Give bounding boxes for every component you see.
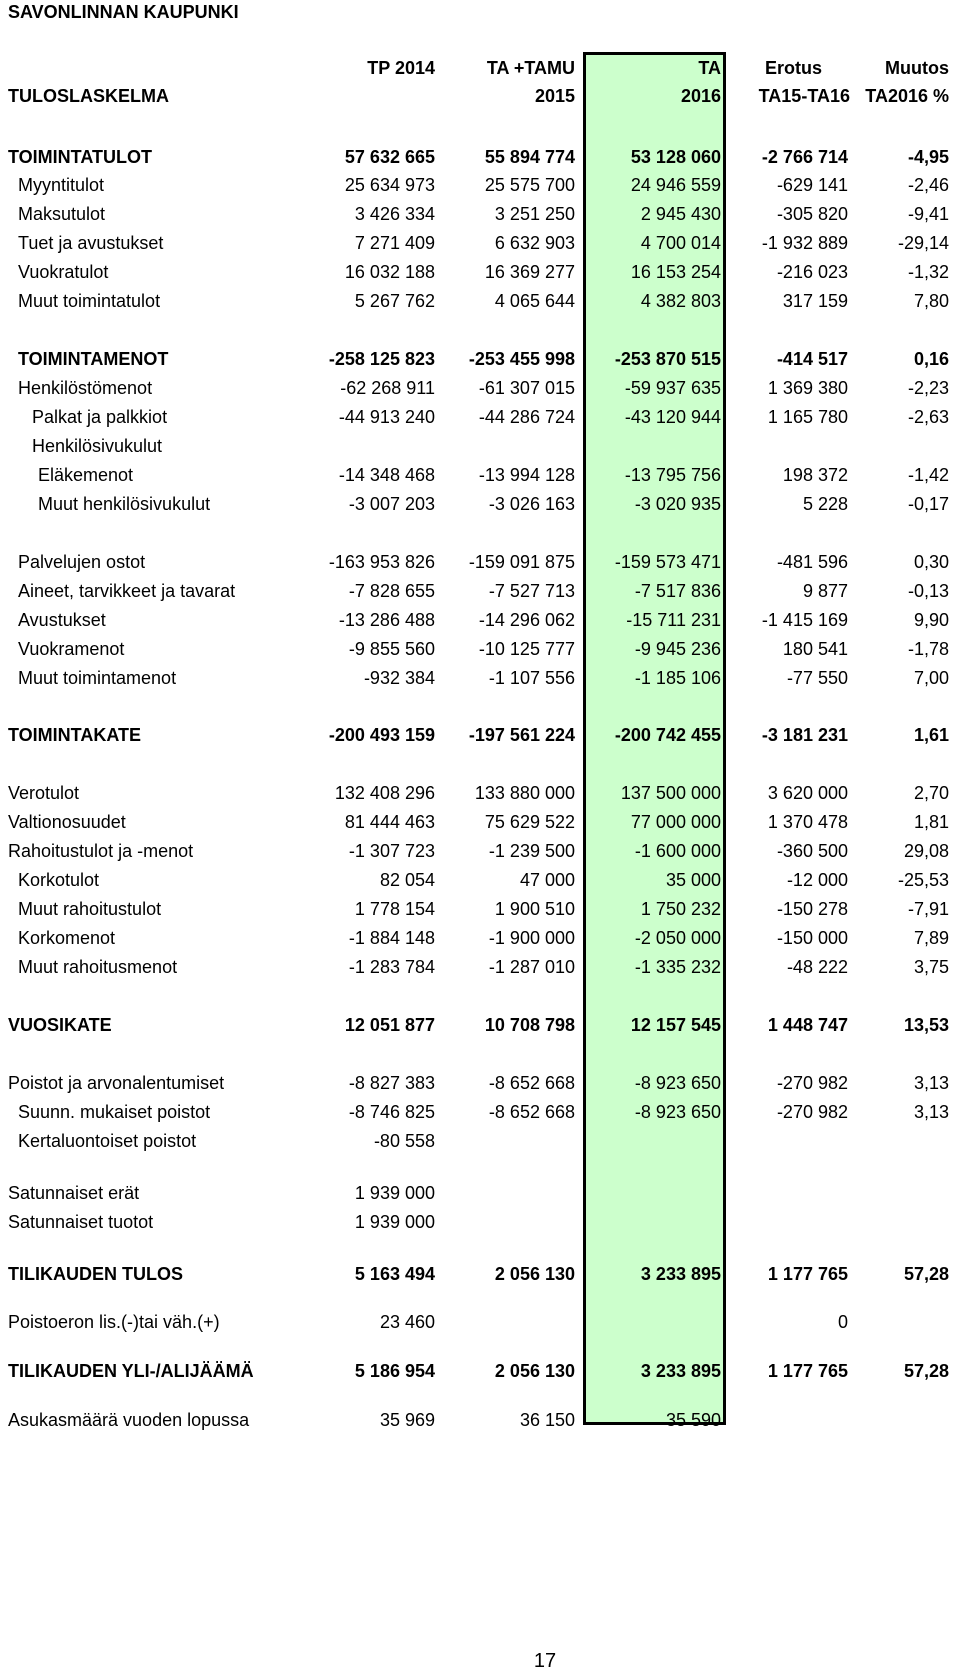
cell-ta-tamu-2015: 36 150 — [519, 1410, 575, 1430]
table-row — [0, 1013, 960, 1037]
table-row — [0, 1310, 960, 1334]
cell-ta-tamu-2015: -13 994 128 — [478, 465, 575, 485]
cell-muutos: -7,91 — [907, 899, 949, 919]
cell-tp2014: 7 271 409 — [354, 233, 435, 253]
cell-ta-2016: 4 700 014 — [640, 233, 721, 253]
row-label: Henkilösivukulut — [32, 436, 163, 456]
cell-ta-2016: -1 600 000 — [634, 841, 721, 861]
cell-ta-tamu-2015: -1 900 000 — [488, 928, 575, 948]
cell-muutos: -0,17 — [907, 494, 949, 514]
table-row — [0, 897, 960, 921]
row-label: Maksutulot — [18, 204, 106, 224]
cell-ta-tamu-2015: 25 575 700 — [484, 175, 575, 195]
cell-erotus: -48 222 — [786, 957, 848, 977]
cell-ta-2016: -8 923 650 — [634, 1073, 721, 1093]
cell-ta-2016: -59 937 635 — [624, 378, 721, 398]
cell-erotus: -2 766 714 — [761, 147, 848, 167]
cell-erotus: -305 820 — [776, 204, 848, 224]
row-label: TOIMINTAMENOT — [18, 349, 169, 369]
cell-tp2014: 3 426 334 — [354, 204, 435, 224]
row-label: Myyntitulot — [18, 175, 105, 195]
cell-muutos: 7,00 — [913, 668, 949, 688]
row-label: Korkotulot — [18, 870, 100, 890]
cell-erotus: 1 369 380 — [767, 378, 848, 398]
cell-ta-tamu-2015: 16 369 277 — [484, 262, 575, 282]
cell-ta-tamu-2015: -7 527 713 — [488, 581, 575, 601]
cell-ta-tamu-2015: 47 000 — [519, 870, 575, 890]
table-row — [0, 1181, 960, 1205]
cell-tp2014: -932 384 — [363, 668, 435, 688]
row-label: Valtionosuudet — [8, 812, 126, 832]
cell-tp2014: 35 969 — [379, 1410, 435, 1430]
cell-tp2014: 82 054 — [379, 870, 435, 890]
cell-muutos: 57,28 — [903, 1264, 949, 1284]
cell-muutos: -1,32 — [907, 262, 949, 282]
row-label: Muut henkilösivukulut — [38, 494, 211, 514]
table-row — [0, 579, 960, 603]
table-row — [0, 926, 960, 950]
row-label: Satunnaiset erät — [8, 1183, 140, 1203]
cell-erotus: -414 517 — [776, 349, 848, 369]
table-row — [0, 202, 960, 226]
cell-ta-2016: 16 153 254 — [630, 262, 721, 282]
row-label: Korkomenot — [18, 928, 116, 948]
cell-erotus: -12 000 — [786, 870, 848, 890]
cell-tp2014: -14 348 468 — [338, 465, 435, 485]
row-label: Muut toimintatulot — [18, 291, 161, 311]
cell-muutos: 7,80 — [913, 291, 949, 311]
cell-ta-2016: -1 335 232 — [634, 957, 721, 977]
cell-tp2014: -200 493 159 — [328, 725, 435, 745]
table-row — [0, 839, 960, 863]
cell-erotus: 1 177 765 — [767, 1361, 848, 1381]
cell-muutos: 7,89 — [913, 928, 949, 948]
table-row — [0, 260, 960, 284]
header-tp2014: TP 2014 — [367, 58, 435, 78]
header-ta-tamu-top: TA +TAMU — [486, 58, 575, 78]
cell-ta-2016: -7 517 836 — [634, 581, 721, 601]
table-row — [0, 173, 960, 197]
cell-muutos: -2,23 — [907, 378, 949, 398]
table-row — [0, 1359, 960, 1383]
cell-erotus: -3 181 231 — [761, 725, 848, 745]
cell-muutos: 13,53 — [903, 1015, 949, 1035]
organization-title: SAVONLINNAN KAUPUNKI — [8, 2, 239, 22]
cell-tp2014: -13 286 488 — [338, 610, 435, 630]
cell-erotus: 1 177 765 — [767, 1264, 848, 1284]
table-row — [0, 955, 960, 979]
table-row — [0, 666, 960, 690]
cell-tp2014: 81 444 463 — [344, 812, 435, 832]
table-row — [0, 1100, 960, 1124]
cell-muutos: -9,41 — [907, 204, 949, 224]
cell-ta-2016: 53 128 060 — [630, 147, 721, 167]
cell-ta-tamu-2015: 2 056 130 — [494, 1264, 575, 1284]
cell-ta-2016: 3 233 895 — [640, 1361, 721, 1381]
cell-erotus: 317 159 — [782, 291, 848, 311]
cell-ta-2016: -3 020 935 — [634, 494, 721, 514]
cell-ta-tamu-2015: 1 900 510 — [494, 899, 575, 919]
row-label: TOIMINTATULOT — [8, 147, 152, 167]
cell-tp2014: -9 855 560 — [348, 639, 435, 659]
cell-ta-tamu-2015: -8 652 668 — [488, 1073, 575, 1093]
row-label: Aineet, tarvikkeet ja tavarat — [18, 581, 236, 601]
header-ta2016-bottom: 2016 — [680, 86, 721, 106]
cell-tp2014: -8 827 383 — [348, 1073, 435, 1093]
cell-ta-2016: 2 945 430 — [640, 204, 721, 224]
table-row — [0, 1071, 960, 1095]
cell-ta-2016: -9 945 236 — [634, 639, 721, 659]
cell-ta-tamu-2015: 6 632 903 — [494, 233, 575, 253]
cell-tp2014: 5 267 762 — [354, 291, 435, 311]
row-label: Asukasmäärä vuoden lopussa — [8, 1410, 250, 1430]
cell-tp2014: 5 186 954 — [354, 1361, 435, 1381]
cell-muutos: 3,13 — [913, 1073, 949, 1093]
header-muutos-top: Muutos — [885, 58, 949, 78]
cell-muutos: 29,08 — [903, 841, 949, 861]
cell-ta-2016: -2 050 000 — [634, 928, 721, 948]
table-row — [0, 1262, 960, 1286]
cell-muutos: 1,81 — [913, 812, 949, 832]
cell-muutos: 1,61 — [913, 725, 949, 745]
cell-tp2014: -1 884 148 — [348, 928, 435, 948]
cell-ta-2016: 77 000 000 — [630, 812, 721, 832]
cell-muutos: 2,70 — [913, 783, 949, 803]
cell-erotus: 1 370 478 — [767, 812, 848, 832]
cell-ta-2016: 12 157 545 — [630, 1015, 721, 1035]
cell-ta-tamu-2015: -1 287 010 — [488, 957, 575, 977]
cell-ta-tamu-2015: 55 894 774 — [484, 147, 575, 167]
row-label: Muut toimintamenot — [18, 668, 177, 688]
table-row — [0, 723, 960, 747]
cell-muutos: 57,28 — [903, 1361, 949, 1381]
row-label: Muut rahoitusmenot — [18, 957, 178, 977]
cell-ta-tamu-2015: -10 125 777 — [478, 639, 575, 659]
cell-tp2014: -1 283 784 — [348, 957, 435, 977]
table-row — [0, 637, 960, 661]
row-label: Vuokratulot — [18, 262, 109, 282]
cell-ta-tamu-2015: 3 251 250 — [494, 204, 575, 224]
row-label: TILIKAUDEN TULOS — [8, 1264, 183, 1284]
cell-ta-tamu-2015: 2 056 130 — [494, 1361, 575, 1381]
cell-erotus: 1 448 747 — [767, 1015, 848, 1035]
cell-muutos: -2,63 — [907, 407, 949, 427]
table-row — [0, 405, 960, 429]
cell-erotus: 5 228 — [802, 494, 848, 514]
cell-ta-2016: 24 946 559 — [630, 175, 721, 195]
table-row — [0, 1129, 960, 1153]
cell-tp2014: -80 558 — [373, 1131, 435, 1151]
cell-ta-tamu-2015: -3 026 163 — [488, 494, 575, 514]
header-ta2016-top: TA — [698, 58, 721, 78]
table-row — [0, 231, 960, 255]
cell-muutos: -29,14 — [897, 233, 949, 253]
cell-erotus: -481 596 — [776, 552, 848, 572]
cell-tp2014: 132 408 296 — [334, 783, 435, 803]
row-label: Eläkemenot — [38, 465, 134, 485]
header-muutos-bottom: TA2016 % — [865, 86, 949, 106]
cell-erotus: -216 023 — [776, 262, 848, 282]
table-row — [0, 550, 960, 574]
cell-ta-2016: -200 742 455 — [614, 725, 721, 745]
cell-ta-tamu-2015: -1 107 556 — [488, 668, 575, 688]
cell-erotus: -360 500 — [776, 841, 848, 861]
cell-erotus: -150 278 — [776, 899, 848, 919]
cell-tp2014: 16 032 188 — [344, 262, 435, 282]
row-label: Satunnaiset tuotot — [8, 1212, 154, 1232]
cell-ta-2016: 35 590 — [665, 1410, 721, 1430]
cell-ta-2016: 137 500 000 — [620, 783, 721, 803]
cell-muutos: 9,90 — [913, 610, 949, 630]
row-label: Avustukset — [18, 610, 106, 630]
cell-ta-2016: 3 233 895 — [640, 1264, 721, 1284]
page-number: 17 — [533, 1650, 557, 1672]
cell-tp2014: 1 939 000 — [354, 1212, 435, 1232]
cell-tp2014: 1 939 000 — [354, 1183, 435, 1203]
cell-erotus: -1 932 889 — [761, 233, 848, 253]
row-label: TILIKAUDEN YLI-/ALIJÄÄMÄ — [8, 1361, 254, 1381]
row-label: Suunn. mukaiset poistot — [18, 1102, 211, 1122]
cell-muutos: -4,95 — [907, 147, 949, 167]
cell-muutos: -25,53 — [897, 870, 949, 890]
cell-erotus: -150 000 — [776, 928, 848, 948]
cell-ta-tamu-2015: 4 065 644 — [494, 291, 575, 311]
cell-erotus: 1 165 780 — [767, 407, 848, 427]
cell-ta-tamu-2015: -159 091 875 — [468, 552, 575, 572]
cell-tp2014: 57 632 665 — [344, 147, 435, 167]
table-row — [0, 781, 960, 805]
cell-ta-tamu-2015: 133 880 000 — [474, 783, 575, 803]
cell-erotus: -629 141 — [776, 175, 848, 195]
row-label: Poistoeron lis.(-)tai väh.(+) — [8, 1312, 220, 1332]
cell-erotus: -77 550 — [786, 668, 848, 688]
row-label: Poistot ja arvonalentumiset — [8, 1073, 225, 1093]
row-label: Palvelujen ostot — [18, 552, 146, 572]
cell-ta-2016: 1 750 232 — [640, 899, 721, 919]
cell-ta-2016: -1 185 106 — [634, 668, 721, 688]
cell-muutos: -1,42 — [907, 465, 949, 485]
table-row — [0, 289, 960, 313]
cell-erotus: 3 620 000 — [767, 783, 848, 803]
cell-erotus: 198 372 — [782, 465, 848, 485]
cell-tp2014: 23 460 — [379, 1312, 435, 1332]
cell-ta-2016: -253 870 515 — [614, 349, 721, 369]
row-label: Kertaluontoiset poistot — [18, 1131, 197, 1151]
cell-erotus: -1 415 169 — [761, 610, 848, 630]
cell-tp2014: 5 163 494 — [354, 1264, 435, 1284]
cell-tp2014: -8 746 825 — [348, 1102, 435, 1122]
table-row — [0, 463, 960, 487]
cell-ta-tamu-2015: 75 629 522 — [484, 812, 575, 832]
cell-ta-2016: -8 923 650 — [634, 1102, 721, 1122]
row-label: Henkilöstömenot — [18, 378, 153, 398]
row-label: Palkat ja palkkiot — [32, 407, 168, 427]
cell-ta-tamu-2015: -1 239 500 — [488, 841, 575, 861]
table-row — [0, 608, 960, 632]
cell-tp2014: -44 913 240 — [338, 407, 435, 427]
row-label: VUOSIKATE — [8, 1015, 112, 1035]
header-erotus-top: Erotus — [764, 58, 822, 78]
table-row — [0, 434, 960, 458]
cell-ta-2016: -15 711 231 — [626, 610, 721, 630]
table-row — [0, 145, 960, 169]
row-label: Vuokramenot — [18, 639, 125, 659]
cell-tp2014: -163 953 826 — [328, 552, 435, 572]
cell-ta-2016: -43 120 944 — [624, 407, 721, 427]
table-row — [0, 868, 960, 892]
table-row — [0, 492, 960, 516]
cell-ta-tamu-2015: -8 652 668 — [488, 1102, 575, 1122]
cell-tp2014: -7 828 655 — [348, 581, 435, 601]
cell-erotus: -270 982 — [776, 1073, 848, 1093]
cell-tp2014: 1 778 154 — [354, 899, 435, 919]
cell-muutos: -2,46 — [907, 175, 949, 195]
cell-ta-tamu-2015: -197 561 224 — [468, 725, 575, 745]
table-row — [0, 347, 960, 371]
table-title: TULOSLASKELMA — [8, 86, 169, 106]
row-label: Rahoitustulot ja -menot — [8, 841, 194, 861]
cell-ta-2016: -13 795 756 — [624, 465, 721, 485]
row-label: Verotulot — [8, 783, 80, 803]
cell-tp2014: 12 051 877 — [344, 1015, 435, 1035]
table-row — [0, 1210, 960, 1234]
cell-erotus: 9 877 — [802, 581, 848, 601]
cell-tp2014: -62 268 911 — [340, 378, 435, 398]
cell-ta-2016: -159 573 471 — [614, 552, 721, 572]
cell-tp2014: 25 634 973 — [344, 175, 435, 195]
header-erotus-bottom: TA15-TA16 — [758, 86, 850, 106]
table-row — [0, 1408, 960, 1432]
cell-ta-tamu-2015: -44 286 724 — [478, 407, 575, 427]
header-ta-tamu-bottom: 2015 — [534, 86, 575, 106]
cell-ta-tamu-2015: 10 708 798 — [484, 1015, 575, 1035]
cell-muutos: 0,30 — [913, 552, 949, 572]
cell-tp2014: -1 307 723 — [348, 841, 435, 861]
table-row — [0, 810, 960, 834]
cell-muutos: 3,75 — [913, 957, 949, 977]
cell-ta-tamu-2015: -253 455 998 — [468, 349, 575, 369]
cell-ta-2016: 35 000 — [665, 870, 721, 890]
cell-ta-2016: 4 382 803 — [640, 291, 721, 311]
cell-erotus: 180 541 — [782, 639, 848, 659]
cell-ta-tamu-2015: -61 307 015 — [478, 378, 575, 398]
table-row — [0, 376, 960, 400]
cell-ta-tamu-2015: -14 296 062 — [478, 610, 575, 630]
row-label: Tuet ja avustukset — [18, 233, 164, 253]
cell-muutos: -1,78 — [907, 639, 949, 659]
cell-erotus: -270 982 — [776, 1102, 848, 1122]
cell-erotus: 0 — [837, 1312, 848, 1332]
cell-muutos: 3,13 — [913, 1102, 949, 1122]
cell-muutos: 0,16 — [913, 349, 949, 369]
cell-tp2014: -3 007 203 — [348, 494, 435, 514]
row-label: Muut rahoitustulot — [18, 899, 162, 919]
row-label: TOIMINTAKATE — [8, 725, 141, 745]
cell-tp2014: -258 125 823 — [328, 349, 435, 369]
cell-muutos: -0,13 — [907, 581, 949, 601]
